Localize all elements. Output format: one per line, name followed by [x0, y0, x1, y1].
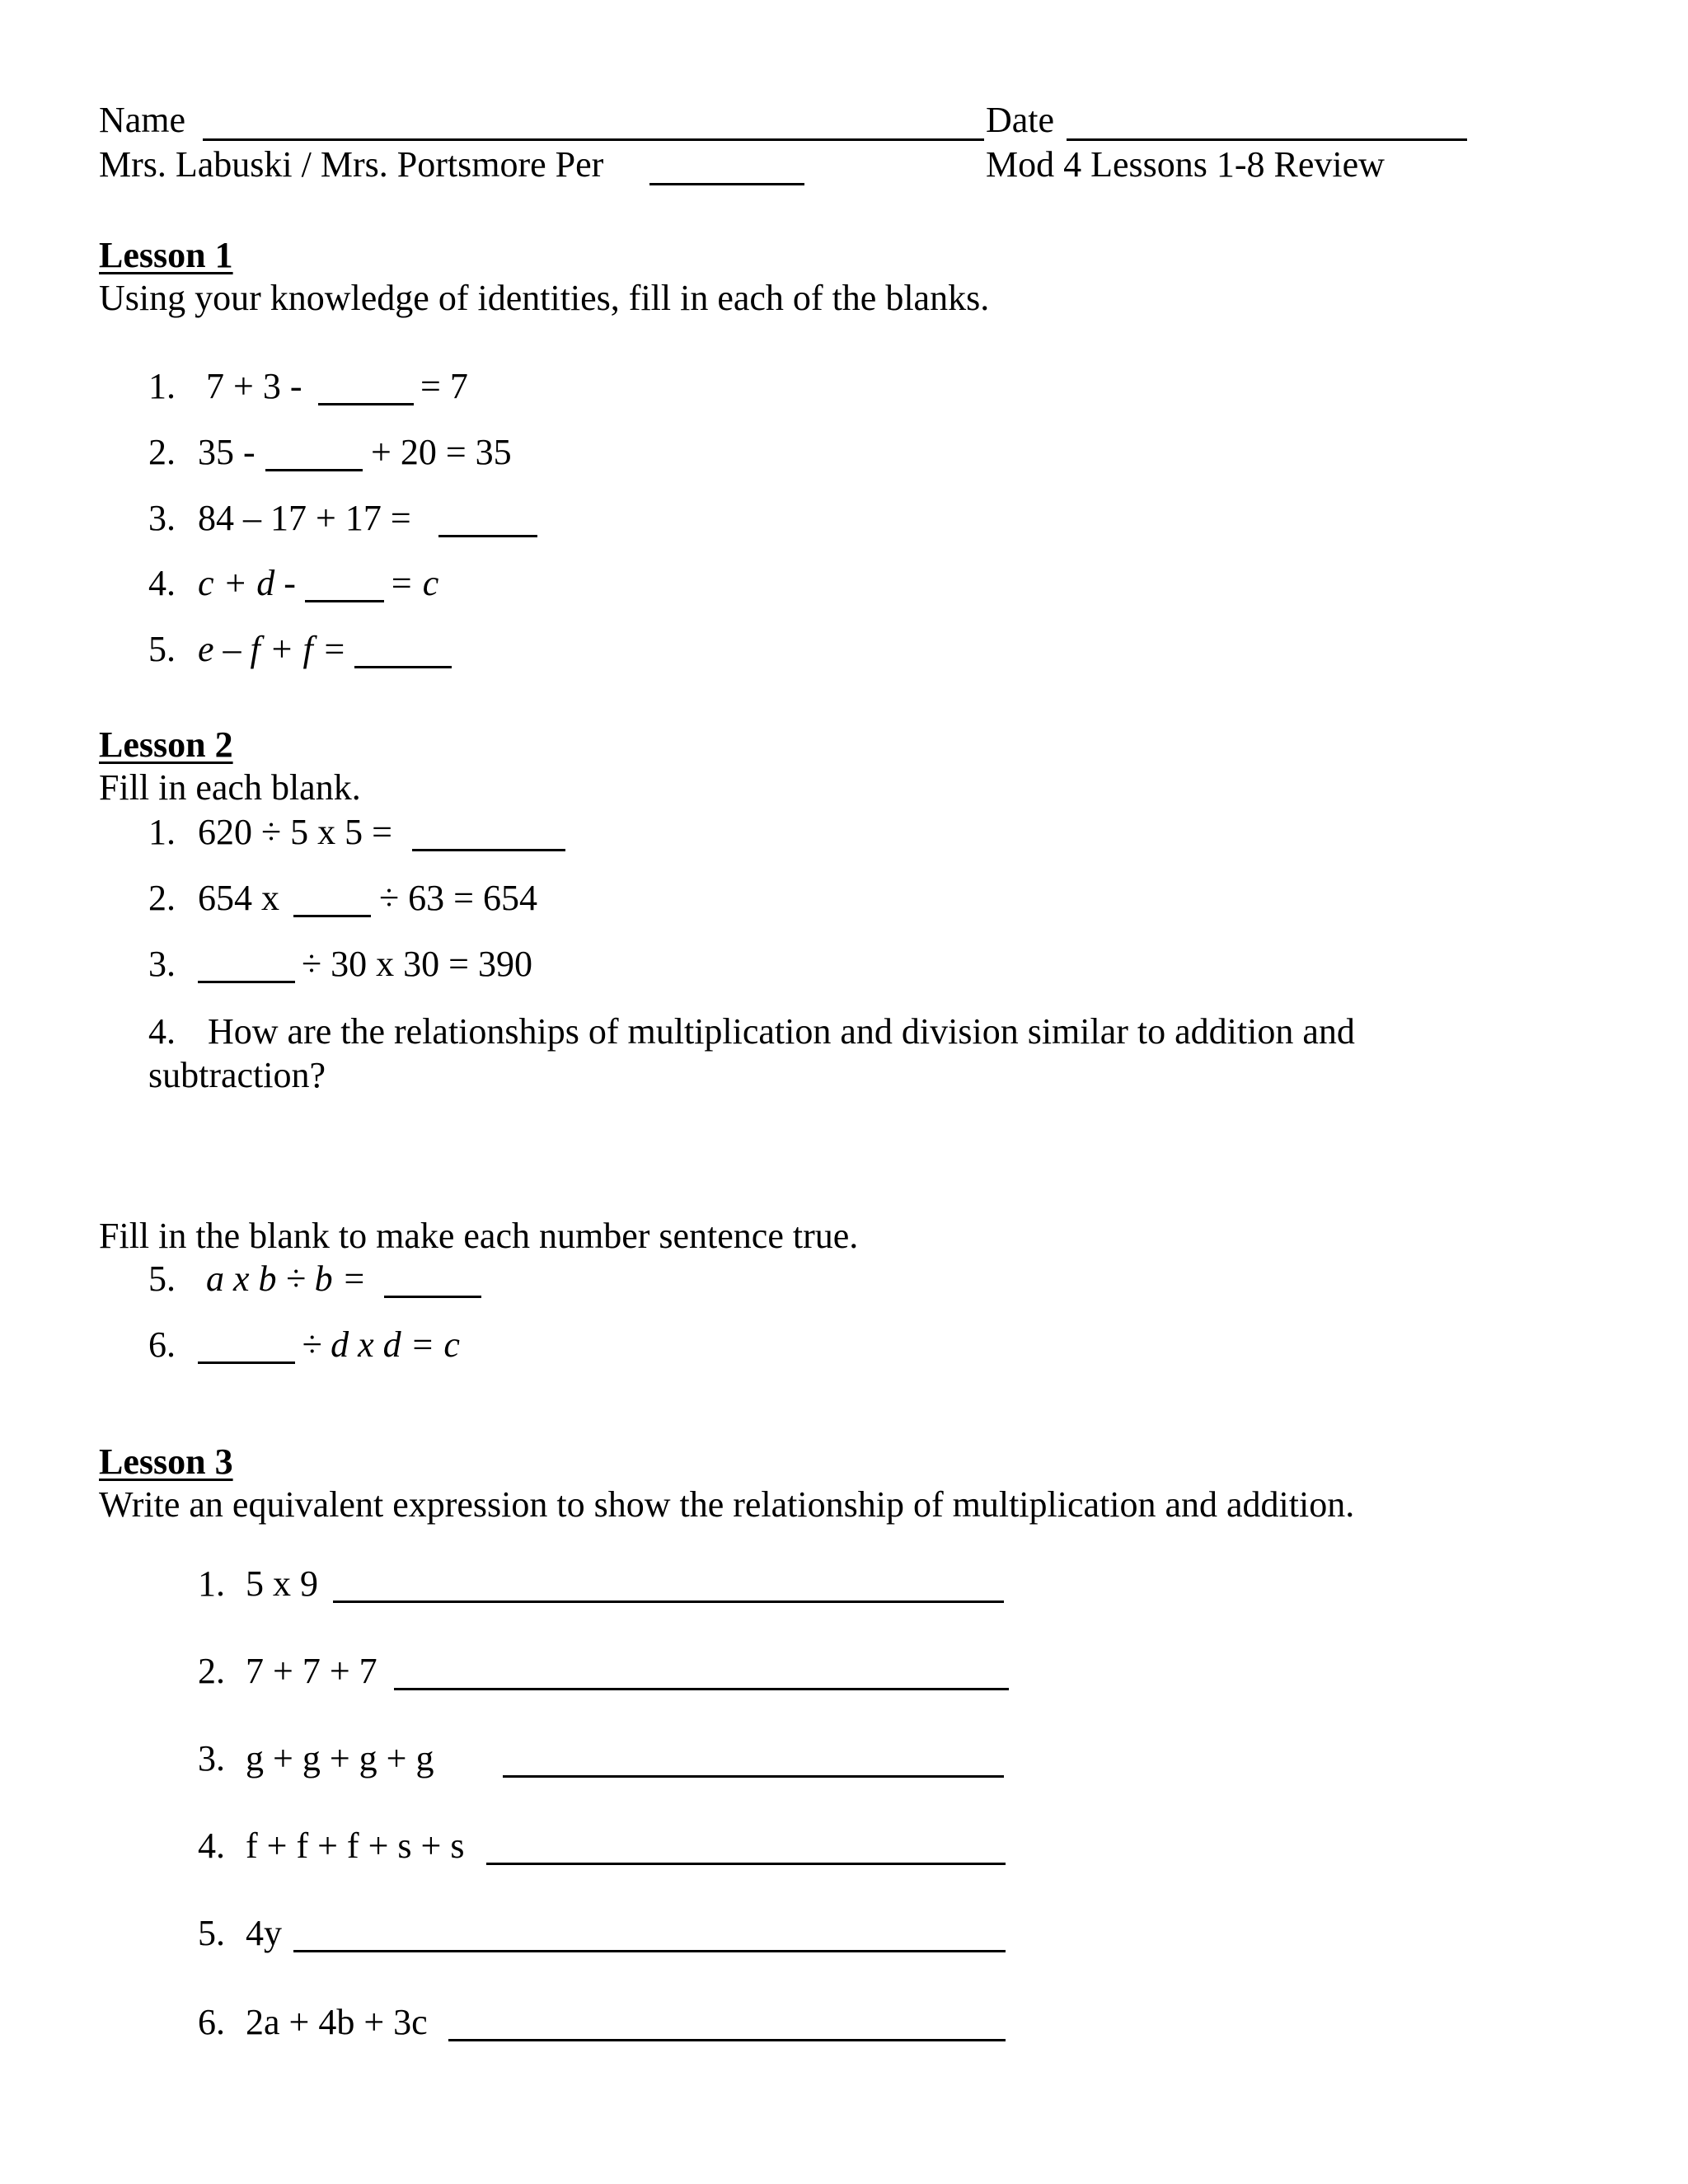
l3-item4-num: 4.	[198, 1825, 225, 1866]
l2-item3-blank[interactable]	[198, 981, 295, 983]
l3-item2-num: 2.	[198, 1651, 225, 1691]
teacher-names: Mrs. Labuski / Mrs. Portsmore Per	[99, 144, 604, 185]
l2-item4-question: How are the relationships of multiplication and division similar to addition and	[208, 1011, 1355, 1052]
l1-item5-expr: e – f + f =	[198, 629, 347, 669]
l2-item4-num: 4.	[148, 1011, 176, 1052]
l3-item2-answer-line[interactable]	[394, 1688, 1009, 1690]
l3-item4-answer-line[interactable]	[486, 1863, 1006, 1865]
l2-item2-result: ÷ 63 = 654	[379, 878, 537, 918]
lesson2-instruction: Fill in each blank.	[99, 767, 361, 808]
l3-item3-expr: g + g + g + g	[246, 1738, 434, 1779]
l2-item3-result: ÷ 30 x 30 = 390	[302, 944, 532, 984]
lesson1-instruction: Using your knowledge of identities, fill in each of the blanks.	[99, 278, 990, 318]
l1-item4-num: 4.	[148, 563, 176, 603]
lesson3-heading: Lesson 3	[99, 1441, 233, 1482]
l3-item1-expr: 5 x 9	[246, 1563, 318, 1604]
period-blank[interactable]	[649, 183, 804, 185]
l1-item3-expr: 84 – 17 + 17 =	[198, 498, 411, 538]
lesson1-heading: Lesson 1	[99, 235, 233, 275]
l2-item2-num: 2.	[148, 878, 176, 918]
l1-item5-num: 5.	[148, 629, 176, 669]
l1-item2-expr: 35 -	[198, 432, 256, 472]
l2-item1-blank[interactable]	[412, 849, 565, 851]
l2-item6-result: ÷ d x d = c	[302, 1324, 460, 1365]
lesson2-instruction2: Fill in the blank to make each number sentence true.	[99, 1216, 859, 1256]
l3-item4-expr: f + f + f + s + s	[246, 1825, 465, 1866]
l1-item2-result: + 20 = 35	[371, 432, 512, 472]
date-blank[interactable]	[1067, 138, 1467, 141]
l1-item4-result: = c	[389, 563, 439, 603]
l1-item4-expr: c + d -	[198, 563, 296, 603]
l1-item2-num: 2.	[148, 432, 176, 472]
l2-item3-num: 3.	[148, 944, 176, 984]
l2-item2-blank[interactable]	[293, 915, 371, 917]
l1-item1-blank[interactable]	[318, 403, 414, 405]
l3-item3-num: 3.	[198, 1738, 225, 1779]
lesson3-instruction: Write an equivalent expression to show the relationship of multiplication and addition.	[99, 1484, 1355, 1525]
l2-item2-expr: 654 x	[198, 878, 279, 918]
l2-item1-expr: 620 ÷ 5 x 5 =	[198, 812, 392, 852]
l3-item5-expr: 4y	[246, 1913, 282, 1953]
l1-item1-expr: 7 + 3 -	[206, 366, 302, 406]
worksheet-title: Mod 4 Lessons 1-8 Review	[986, 144, 1385, 185]
l3-item6-expr: 2a + 4b + 3c	[246, 2002, 428, 2042]
l1-item4-blank[interactable]	[305, 600, 384, 602]
l2-item6-num: 6.	[148, 1324, 176, 1365]
l3-item2-expr: 7 + 7 + 7	[246, 1651, 377, 1691]
l1-item3-blank[interactable]	[438, 535, 537, 537]
l1-item1-num: 1.	[148, 366, 176, 406]
l1-item1-result: = 7	[420, 366, 468, 406]
l3-item5-num: 5.	[198, 1913, 225, 1953]
l3-item1-answer-line[interactable]	[333, 1601, 1004, 1603]
l2-item1-num: 1.	[148, 812, 176, 852]
l3-item6-num: 6.	[198, 2002, 225, 2042]
l3-item5-answer-line[interactable]	[293, 1950, 1006, 1952]
l2-item5-num: 5.	[148, 1258, 176, 1299]
name-label: Name	[99, 100, 186, 140]
l1-item5-blank[interactable]	[354, 666, 452, 668]
l2-item5-expr: a x b ÷ b =	[206, 1258, 367, 1299]
l2-item6-blank[interactable]	[198, 1361, 295, 1364]
lesson2-heading: Lesson 2	[99, 724, 233, 765]
l3-item1-num: 1.	[198, 1563, 225, 1604]
l2-item5-blank[interactable]	[384, 1296, 481, 1298]
l1-item3-num: 3.	[148, 498, 176, 538]
l1-item2-blank[interactable]	[265, 469, 363, 471]
l2-item4-question-cont: subtraction?	[148, 1055, 326, 1095]
date-label: Date	[986, 100, 1055, 140]
l3-item6-answer-line[interactable]	[448, 2039, 1006, 2041]
l3-item3-answer-line[interactable]	[503, 1775, 1004, 1778]
name-blank[interactable]	[203, 138, 984, 141]
